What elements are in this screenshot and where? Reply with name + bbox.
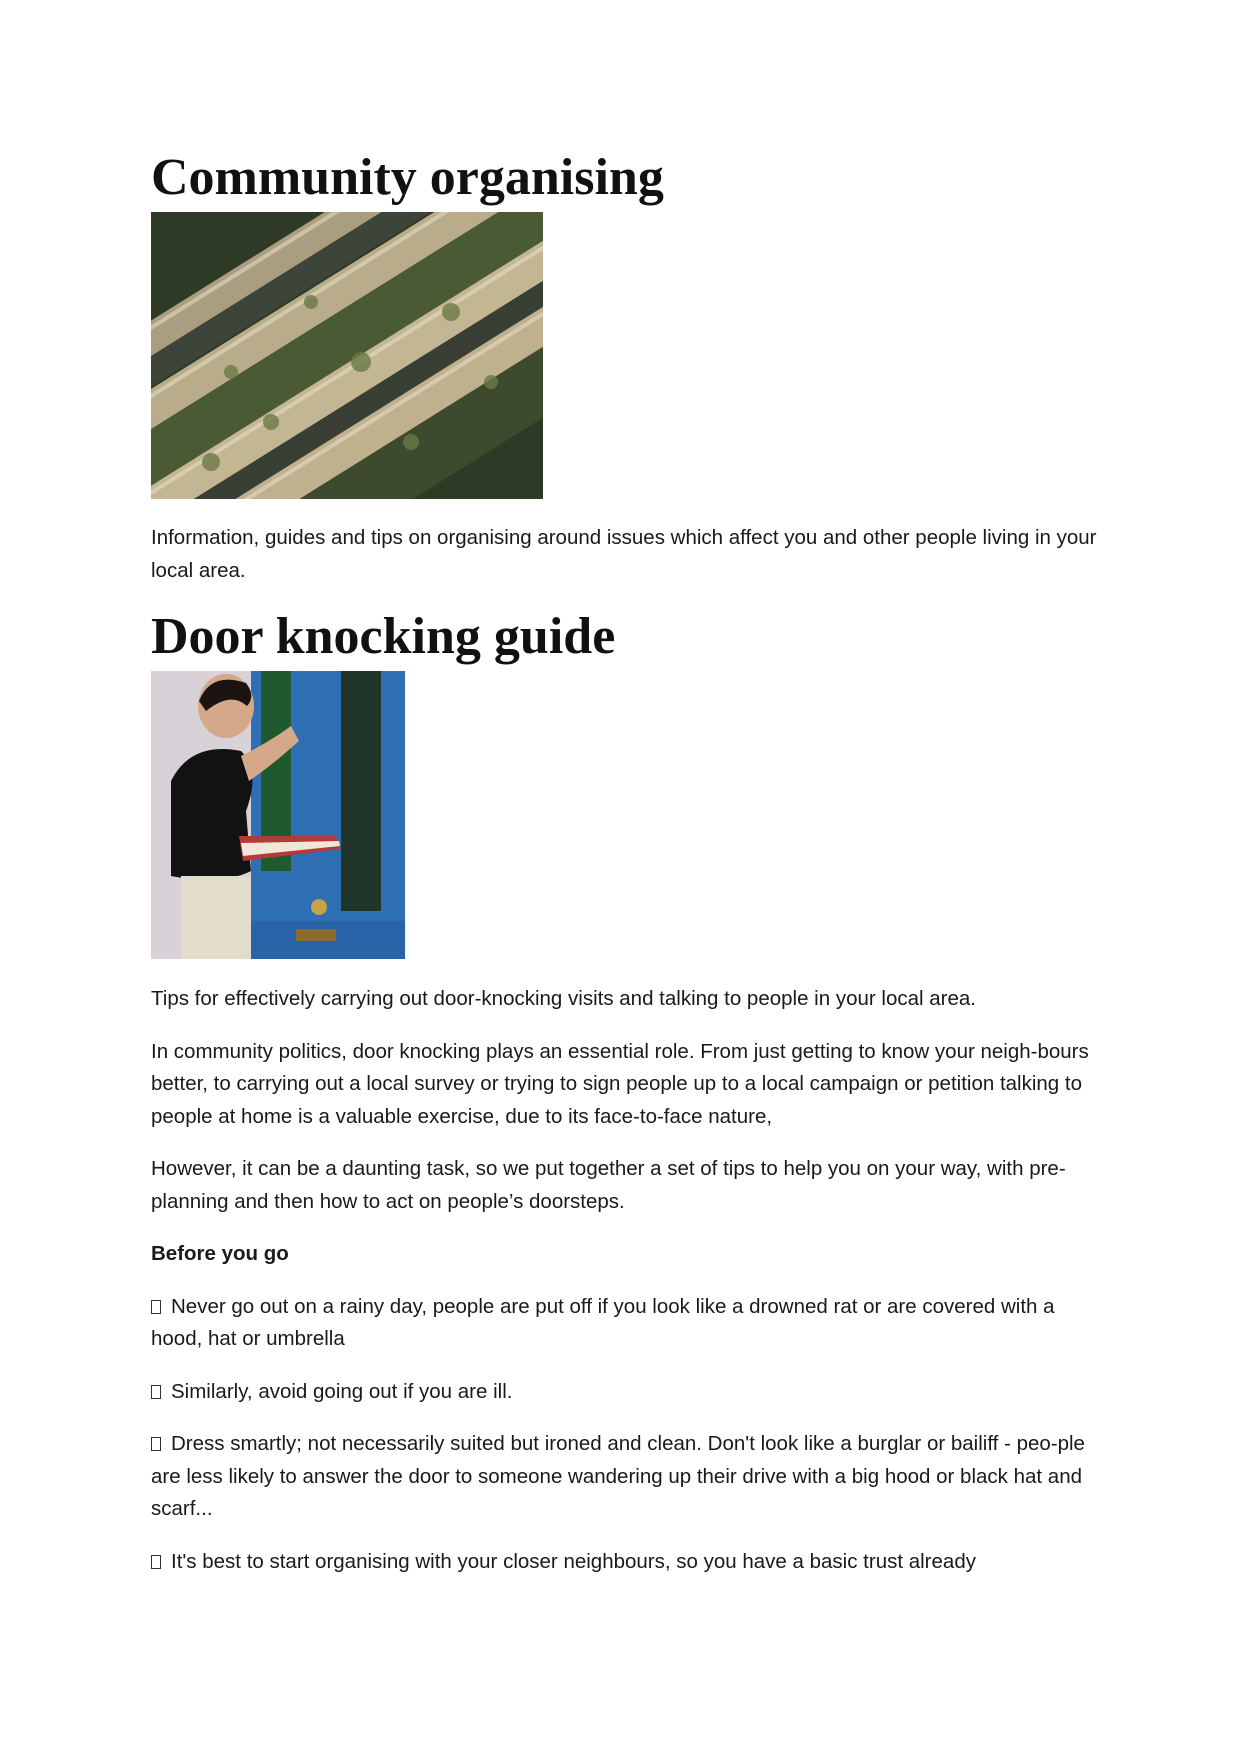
bullet-icon — [151, 1437, 161, 1451]
bullet-icon — [151, 1300, 161, 1314]
aerial-houses-image — [151, 212, 543, 499]
bullet-icon — [151, 1555, 161, 1569]
tip-list-item: Similarly, avoid going out if you are ill. — [151, 1376, 1101, 1409]
door-knocking-image — [151, 671, 405, 959]
intro-paragraph: Information, guides and tips on organising around issues which affect you and other people living in your local area. — [151, 526, 1097, 582]
door-knocking-summary: Tips for effectively carrying out door-knocking visits and talking to people in your local area. — [151, 987, 976, 1011]
door-knocking-paragraph-2: However, it can be a daunting task, so we put together a set of tips to help you on your way, with pre-planning and then how to act on people’s doorsteps. — [151, 1157, 1066, 1213]
tip-list-item: It's best to start organising with your closer neighbours, so you have a basic trust already — [151, 1546, 1101, 1579]
document-page — [151, 150, 1101, 1578]
bullet-icon — [151, 1385, 161, 1399]
tip-list-item: Dress smartly; not necessarily suited but ironed and clean. Don't look like a burglar or bailiff - peo-ple are less likely to answer the door to someone wandering up their drive with a big hood or black hat and scarf... — [151, 1432, 1085, 1521]
section-title-community-organising: Community organising — [151, 149, 664, 206]
before-you-go-heading: Before you go — [151, 1242, 289, 1266]
tip-list-item: Never go out on a rainy day, people are put off if you look like a drowned rat or are covered with a hood, hat or umbrella — [151, 1294, 1055, 1351]
section-title-door-knocking: Door knocking guide — [151, 608, 616, 666]
door-knocking-paragraph-1: In community politics, door knocking plays an essential role. From just getting to know your neigh-bours better, to carrying out a local survey or trying to sign people up to a local campaign or petition talking to people at home is a valuable exercise, due to its face-to-face nature, — [151, 1039, 1089, 1128]
